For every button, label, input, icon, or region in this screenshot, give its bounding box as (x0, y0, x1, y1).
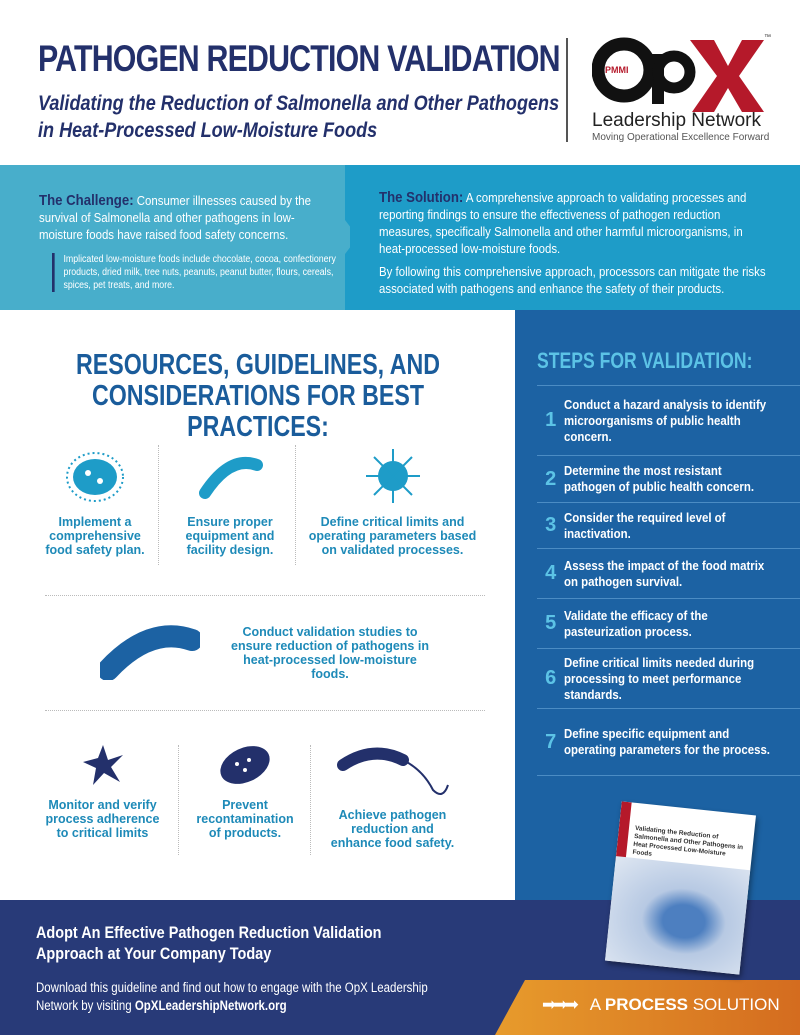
step-item (537, 708, 800, 776)
step-item (537, 648, 800, 708)
resource-item (325, 740, 460, 850)
page-subtitle: Validating the Reduction of Salmonella and Other Pathogens in Heat-Processed Low-Moisture Foods (38, 92, 560, 142)
implicated-foods: Implicated low-moisture foods include chocolate, cocoa, confectionery products, dried milk, tree nuts, peanuts, peanut butter, flours, cereals, spices, pet treats, and more. (52, 253, 356, 292)
guideline-brochure-image[interactable] (605, 801, 756, 974)
step-item (537, 598, 800, 648)
resource-label: Define critical limits and operating parameters based on validated processes. (308, 515, 477, 557)
logo-network: Leadership Network (592, 110, 761, 131)
resource-label: Ensure proper equipment and facility design. (185, 515, 275, 557)
step-text: Conduct a hazard analysis to identify microorganisms of public health concern. (564, 396, 767, 444)
flagellated-bacteria-icon (333, 740, 453, 800)
resource-item (190, 740, 300, 840)
step-number: 3 (545, 514, 557, 536)
divider (566, 38, 568, 142)
resource-item (305, 445, 480, 557)
step-number: 1 (545, 409, 557, 431)
step-text: Define critical limits needed during processing to meet performance standards. (564, 654, 755, 702)
step-number: 5 (545, 612, 557, 634)
step-text: Consider the required level of inactivation. (564, 509, 726, 541)
solution-text (379, 189, 766, 257)
tag-c: SOLUTION (688, 995, 780, 1014)
footer-body (36, 979, 436, 1015)
brochure-title: Validating the Reduction of Salmonella and Other Pathogens in Heat Processed Low-Moisture Foods (632, 824, 744, 858)
step-item (537, 548, 800, 598)
brochure-cover-image (605, 856, 750, 975)
divider (310, 745, 311, 855)
resource-label: Prevent recontamination of products. (196, 798, 294, 840)
resources-title: RESOURCES, GUIDELINES, AND CONSIDERATIONS FOR BEST PRACTICES: (76, 349, 440, 443)
divider (45, 710, 485, 711)
divider (45, 595, 485, 596)
challenge-label: The Challenge: (39, 192, 134, 209)
divider (295, 445, 296, 565)
resource-item (40, 445, 150, 557)
tag-a: A (589, 995, 605, 1014)
step-text: Validate the efficacy of the pasteurization process. (564, 607, 709, 639)
header (0, 0, 800, 165)
resource-item (100, 625, 470, 681)
resource-item (40, 740, 165, 840)
cell-icon (215, 740, 275, 790)
website-link[interactable]: OpXLeadershipNetwork.org (134, 998, 287, 1013)
page-title: PATHOGEN REDUCTION VALIDATION (38, 38, 560, 79)
microbe-icon (60, 445, 130, 507)
step-number: 2 (545, 467, 557, 490)
process-solution-tagline (542, 995, 780, 1015)
steps-title: STEPS FOR VALIDATION: (537, 348, 753, 373)
opx-logo (592, 32, 772, 147)
resource-label: Conduct validation studies to ensure reduction of pathogens in heat-processed low-moisture foods. (231, 625, 429, 681)
step-number: 7 (545, 730, 557, 753)
divider (178, 745, 179, 855)
solution-body: A comprehensive approach to validating processes and reporting findings to ensure the effectiveness of pathogen reduction measures, specifically Salmonella and other harmful microorganisms, in heat-processed low-moisture foods. (379, 190, 747, 256)
solution-text-2: By following this comprehensive approach, processors can mitigate the risks associated with pathogens and enhance the safety of their products. (379, 264, 766, 296)
trademark: ™ (764, 34, 771, 41)
challenge-text (39, 192, 329, 243)
step-item (537, 502, 800, 548)
logo-badge: PMMI (605, 65, 629, 75)
virus-icon (358, 445, 428, 507)
footer-text: Download this guideline and find out how to engage with the OpX Leadership Network by visiting (36, 980, 428, 1013)
resource-label: Achieve pathogen reduction and enhance food safety. (330, 808, 455, 850)
step-text: Define specific equipment and operating parameters for the process. (564, 726, 771, 757)
challenge-solution-band (0, 165, 800, 310)
divider (158, 445, 159, 565)
bacillus-icon (195, 445, 265, 507)
amoeba-icon (78, 740, 128, 790)
logo-tagline: Moving Operational Excellence Forward (592, 132, 770, 143)
step-text: Determine the most resistant pathogen of public health concern. (564, 463, 755, 494)
footer-headline: Adopt An Effective Pathogen Reduction Validation Approach at Your Company Today (36, 923, 382, 963)
resource-item (175, 445, 285, 557)
challenge-body: Consumer illnesses caused by the survival of Salmonella and other pathogens in low-moisture foods have raised food safety concerns. (39, 193, 312, 242)
solution-label: The Solution: (379, 189, 464, 206)
step-item (537, 455, 800, 502)
bacteria-chain-icon (100, 625, 200, 680)
step-number: 4 (545, 562, 557, 584)
step-item (537, 385, 800, 455)
step-text: Assess the impact of the food matrix on pathogen survival. (564, 557, 765, 589)
arrows-icon: ➡➡➡ (542, 995, 576, 1014)
resource-label: Monitor and verify process adherence to critical limits (45, 798, 160, 840)
step-number: 6 (545, 667, 557, 689)
tag-b: PROCESS (604, 995, 688, 1014)
resources-section (0, 310, 515, 900)
resource-label: Implement a comprehensive food safety plan. (45, 515, 145, 557)
